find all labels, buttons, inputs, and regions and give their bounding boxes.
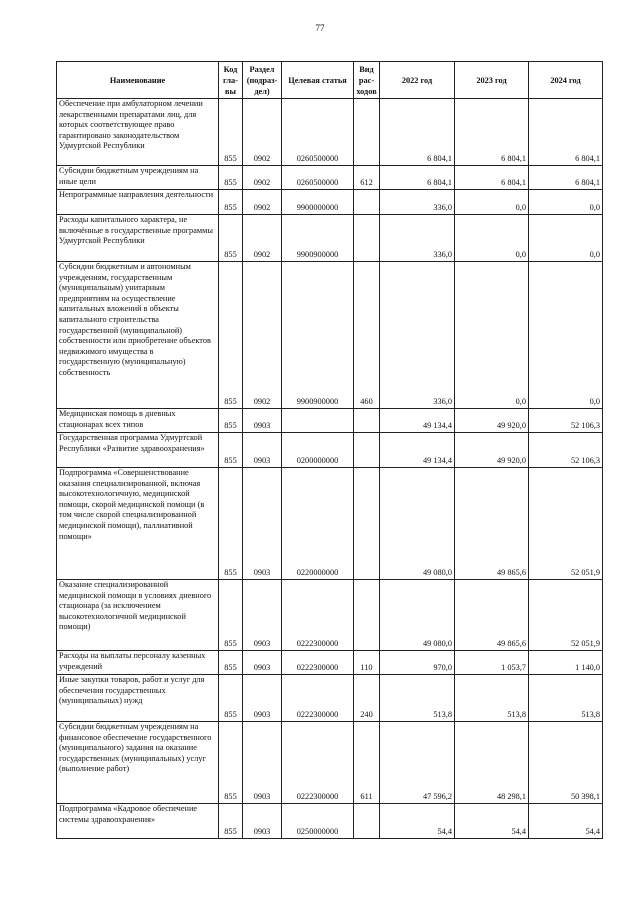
row-type: 110: [354, 651, 380, 675]
row-name: Субсидии бюджетным учреждениям на финансовое обеспечение государственного (муниципального) задания на оказание государственных (муниципальных) услуг (выполнение работ): [57, 722, 219, 804]
row-code: 855: [219, 580, 243, 651]
table-row: [57, 675, 603, 722]
row-target: 9900000000: [282, 190, 354, 215]
row-type: 612: [354, 166, 380, 190]
row-section: 0903: [243, 651, 282, 675]
row-2024: 54,4: [529, 804, 603, 839]
header-section: Раздел (подраз-дел): [243, 62, 282, 99]
header-2024: 2024 год: [529, 62, 603, 99]
header-code: Код гла-вы: [219, 62, 243, 99]
row-2022: 47 596,2: [380, 722, 455, 804]
table-row: [57, 409, 603, 433]
row-2024: 52 106,3: [529, 409, 603, 433]
row-target: [282, 409, 354, 433]
row-section: 0903: [243, 580, 282, 651]
table-row: [57, 468, 603, 580]
row-code: 855: [219, 433, 243, 468]
row-target: 9900900000: [282, 215, 354, 262]
row-type: [354, 99, 380, 166]
table-row: [57, 262, 603, 409]
row-2023: 49 920,0: [455, 409, 529, 433]
page-number: 77: [315, 23, 325, 33]
row-type: [354, 468, 380, 580]
row-2022: 513,8: [380, 675, 455, 722]
budget-table: [56, 61, 603, 839]
header-2022: 2022 год: [380, 62, 455, 99]
row-section: 0902: [243, 262, 282, 409]
row-2022: 336,0: [380, 262, 455, 409]
row-name: Оказание специализированной медицинской помощи в условиях дневного стационара (за исключением высокотехнологичной медицинской помощи): [57, 580, 219, 651]
row-2024: 6 804,1: [529, 166, 603, 190]
row-type: [354, 190, 380, 215]
row-section: 0903: [243, 804, 282, 839]
table-row: [57, 166, 603, 190]
row-target: 0222300000: [282, 675, 354, 722]
table-row: [57, 99, 603, 166]
row-name: Подпрограмма «Кадровое обеспечение системы здравоохранения»: [57, 804, 219, 839]
row-2022: 336,0: [380, 215, 455, 262]
row-section: 0902: [243, 215, 282, 262]
row-code: 855: [219, 190, 243, 215]
row-code: 855: [219, 651, 243, 675]
row-target: 0250000000: [282, 804, 354, 839]
row-section: 0903: [243, 722, 282, 804]
table-row: [57, 804, 603, 839]
row-name: Расходы на выплаты персоналу казенных учреждений: [57, 651, 219, 675]
row-code: 855: [219, 675, 243, 722]
row-section: 0903: [243, 409, 282, 433]
row-2023: 0,0: [455, 190, 529, 215]
row-2024: 513,8: [529, 675, 603, 722]
row-2023: 0,0: [455, 262, 529, 409]
row-code: 855: [219, 804, 243, 839]
row-target: 0222300000: [282, 651, 354, 675]
row-target: 9900900000: [282, 262, 354, 409]
row-type: [354, 409, 380, 433]
row-name: Субсидии бюджетным и автономным учреждениям, государственным (муниципальным) унитарным предприятиям на осуществление капитальных вложений в объекты капитального строительства государственной (муниципальной) собственности или приобретение объектов недвижимого имущества в государственную (муниципальную) собственность: [57, 262, 219, 409]
row-type: [354, 215, 380, 262]
row-2022: 6 804,1: [380, 166, 455, 190]
row-target: 0220000000: [282, 468, 354, 580]
row-name: Непрограммные направления деятельности: [57, 190, 219, 215]
row-2024: 52 106,3: [529, 433, 603, 468]
row-name: Обеспечение при амбулаторном лечении лекарственными препаратами лиц, для которых соответствующее право гарантировано законодательством Удмуртской Республики: [57, 99, 219, 166]
row-2022: 49 134,4: [380, 409, 455, 433]
row-code: 855: [219, 262, 243, 409]
row-2022: 970,0: [380, 651, 455, 675]
header-name: Наименование: [57, 62, 219, 99]
row-section: 0902: [243, 166, 282, 190]
row-name: Иные закупки товаров, работ и услуг для обеспечения государственных (муниципальных) нужд: [57, 675, 219, 722]
row-section: 0903: [243, 675, 282, 722]
row-target: 0222300000: [282, 580, 354, 651]
row-2022: 49 080,0: [380, 468, 455, 580]
row-code: 855: [219, 166, 243, 190]
row-name: Субсидии бюджетным учреждениям на иные цели: [57, 166, 219, 190]
row-type: [354, 433, 380, 468]
row-2023: 513,8: [455, 675, 529, 722]
header-row: [57, 62, 603, 99]
row-2023: 6 804,1: [455, 166, 529, 190]
row-2023: 48 298,1: [455, 722, 529, 804]
row-name: Государственная программа Удмуртской Республики «Развитие здравоохранения»: [57, 433, 219, 468]
row-type: [354, 580, 380, 651]
row-2024: 0,0: [529, 215, 603, 262]
row-type: 611: [354, 722, 380, 804]
row-2024: 1 140,0: [529, 651, 603, 675]
row-type: 460: [354, 262, 380, 409]
row-section: 0903: [243, 468, 282, 580]
row-target: 0200000000: [282, 433, 354, 468]
row-2023: 49 865,6: [455, 580, 529, 651]
row-target: 0222300000: [282, 722, 354, 804]
row-code: 855: [219, 722, 243, 804]
row-code: 855: [219, 409, 243, 433]
row-2024: 52 051,9: [529, 580, 603, 651]
row-2023: 0,0: [455, 215, 529, 262]
row-2022: 49 080,0: [380, 580, 455, 651]
row-2022: 54,4: [380, 804, 455, 839]
row-2022: 336,0: [380, 190, 455, 215]
row-target: 0260500000: [282, 166, 354, 190]
row-2024: 50 398,1: [529, 722, 603, 804]
row-2024: 0,0: [529, 190, 603, 215]
row-name: Расходы капитального характера, не включённые в государственные программы Удмуртской Республики: [57, 215, 219, 262]
row-2024: 0,0: [529, 262, 603, 409]
header-type: Вид рас-ходов: [354, 62, 380, 99]
row-name: Медицинская помощь в дневных стационарах всех типов: [57, 409, 219, 433]
row-name: Подпрограмма «Совершенствование оказания специализированной, включая высокотехнологичную, медицинской помощи, скорой медицинской помощи (в том числе скорой специализированной медицинской помощи), паллиативной помощи»: [57, 468, 219, 580]
row-2022: 49 134,4: [380, 433, 455, 468]
row-type: [354, 804, 380, 839]
row-2024: 52 051,9: [529, 468, 603, 580]
table-row: [57, 215, 603, 262]
row-2023: 49 920,0: [455, 433, 529, 468]
row-target: 0260500000: [282, 99, 354, 166]
row-2023: 6 804,1: [455, 99, 529, 166]
row-section: 0903: [243, 433, 282, 468]
header-target: Целевая статья: [282, 62, 354, 99]
row-code: 855: [219, 468, 243, 580]
row-2023: 54,4: [455, 804, 529, 839]
row-2022: 6 804,1: [380, 99, 455, 166]
row-section: 0902: [243, 190, 282, 215]
row-2023: 49 865,6: [455, 468, 529, 580]
row-2023: 1 053,7: [455, 651, 529, 675]
row-code: 855: [219, 99, 243, 166]
table-row: [57, 190, 603, 215]
row-type: 240: [354, 675, 380, 722]
header-2023: 2023 год: [455, 62, 529, 99]
table-row: [57, 433, 603, 468]
row-section: 0902: [243, 99, 282, 166]
row-2024: 6 804,1: [529, 99, 603, 166]
row-code: 855: [219, 215, 243, 262]
table-row: [57, 580, 603, 651]
table-row: [57, 722, 603, 804]
table-row: [57, 651, 603, 675]
